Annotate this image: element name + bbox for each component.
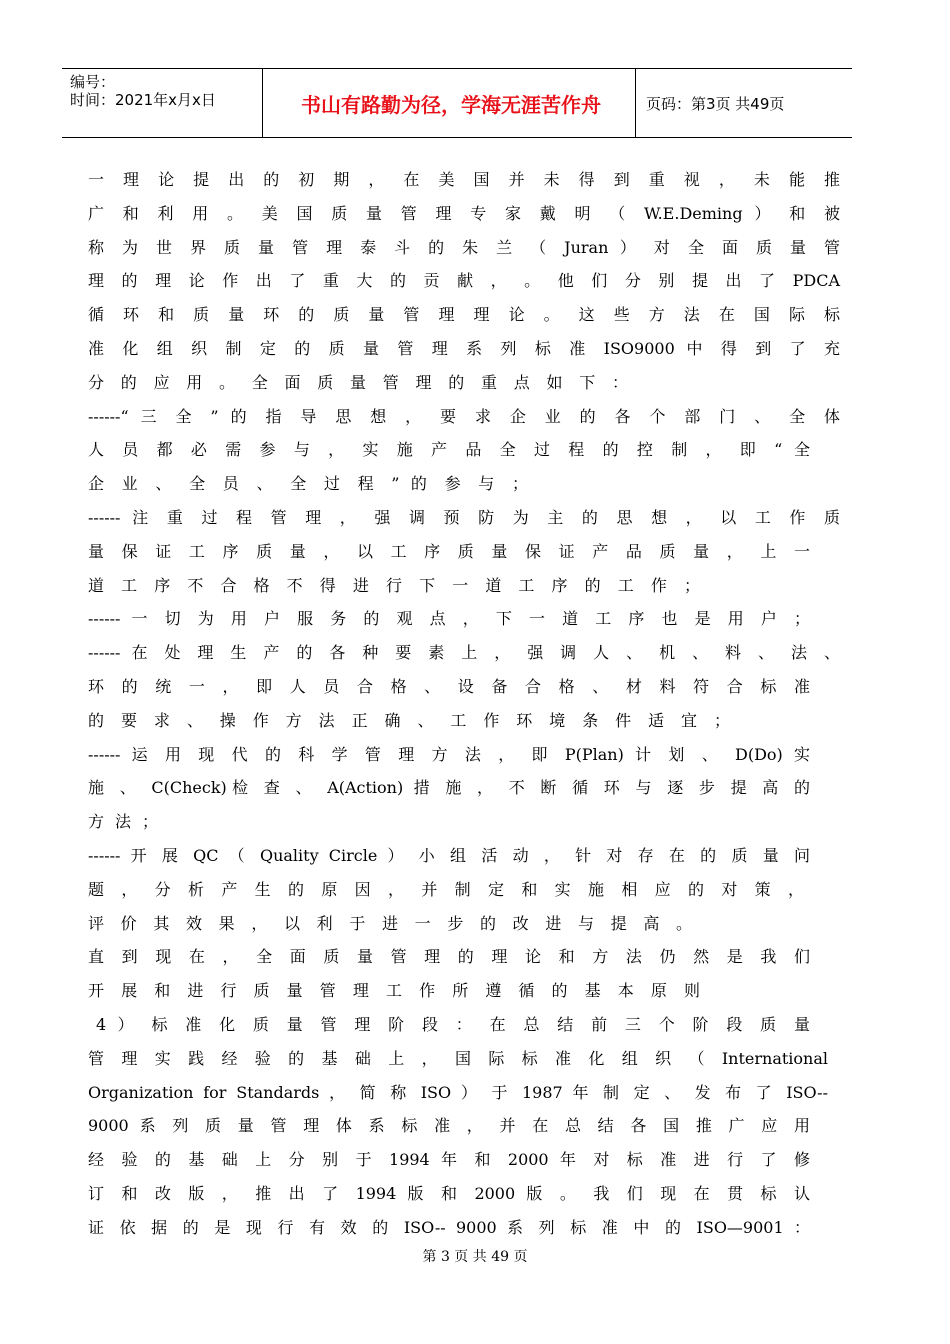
document-body (88, 166, 840, 1248)
body-line: ------ 注 重 过 程 管 理 ， 强 调 预 防 为 主 的 思 想 ， 以 工 作 质 (88, 507, 840, 527)
body-line: 4 ） 标 准 化 质 量 管 理 阶 段 ： 在 总 结 前 三 个 阶 段 质 量 (96, 1014, 810, 1034)
body-line: 的 要 求 、 操 作 方 法 正 确 、 工 作 环 境 条 件 适 宜 ； (88, 710, 730, 730)
document-number-label: 编号： (70, 73, 116, 91)
page-header (62, 68, 852, 138)
body-line: ------ 开 展 QC （ Quality Circle ） 小 组 活 动 ， 针 对 存 在 的 质 量 问 (88, 845, 810, 865)
body-line: 企 业 、 全 员 、 全 过 程 ” 的 参 与 ； (88, 474, 528, 494)
body-line: ------ 运 用 现 代 的 科 学 管 理 方 法 ， 即 P(Plan) 计 划 、 D(Do) 实 (88, 744, 810, 764)
body-line: ------ 一 切 为 用 户 服 务 的 观 点 ， 下 一 道 工 序 也 是 用 户 ； (88, 609, 810, 629)
body-line: 道 工 序 不 合 格 不 得 进 行 下 一 道 工 序 的 工 作 ； (88, 575, 700, 595)
header-page-info: 页码：第3页 共49页 (646, 94, 785, 113)
body-line: 循 环 和 质 量 环 的 质 量 管 理 理 论 。 这 些 方 法 在 国 际 标 (88, 305, 840, 325)
body-line: 直 到 现 在 ， 全 面 质 量 管 理 的 理 论 和 方 法 仍 然 是 我 们 (88, 947, 810, 967)
header-divider-left (262, 69, 263, 137)
body-line: 环 的 统 一 ， 即 人 员 合 格 、 设 备 合 格 、 材 料 符 合 标 准 (88, 676, 810, 696)
body-line: ------ 在 处 理 生 产 的 各 种 要 素 上 ， 强 调 人 、 机 、 料 、 法 、 (88, 643, 840, 663)
document-time-label: 时间：2021年x月x日 (70, 91, 216, 109)
header-motto: 书山有路勤为径，学海无涯苦作舟 (301, 92, 601, 117)
body-line: 施 、 C(Check)检 查 、 A(Action) 措 施 ， 不 断 循 环 与 逐 步 提 高 的 (88, 778, 810, 798)
body-line: Organization for Standards ， 简 称 ISO ） 于 1987 年 制 定 、 发 布 了 ISO-- (88, 1082, 828, 1102)
body-line: 管 理 实 践 经 验 的 基 础 上 ， 国 际 标 准 化 组 织 （ International (88, 1048, 828, 1068)
page-footer: 第 3 页 共 49 页 (422, 1249, 528, 1265)
body-line: ------“ 三 全 ” 的 指 导 思 想 ， 要 求 企 业 的 各 个 部 门 、 全 体 (88, 406, 840, 426)
body-line: 称 为 世 界 质 量 管 理 泰 斗 的 朱 兰 （ Juran ） 对 全 面 质 量 管 (88, 237, 840, 257)
body-line: 理 的 理 论 作 出 了 重 大 的 贡 献 ， 。 他 们 分 别 提 出 了 PDCA (88, 271, 840, 291)
body-line: 人 员 都 必 需 参 与 ， 实 施 产 品 全 过 程 的 控 制 ， 即 “ 全 (88, 440, 810, 460)
body-line: 9000 系 列 质 量 管 理 体 系 标 准 ， 并 在 总 结 各 国 推 广 应 用 (88, 1116, 810, 1136)
body-line: 经 验 的 基 础 上 分 别 于 1994 年 和 2000 年 对 标 准 进 行 了 修 (88, 1150, 810, 1170)
body-line: 准 化 组 织 制 定 的 质 量 管 理 系 列 标 准 ISO9000 中 得 到 了 充 (88, 338, 840, 358)
body-line: 量 保 证 工 序 质 量 ， 以 工 序 质 量 保 证 产 品 质 量 ， 上 一 (88, 541, 810, 561)
header-left-cell (70, 73, 216, 109)
body-line: 订 和 改 版 ， 推 出 了 1994 版 和 2000 版 。 我 们 现 在 贯 标 认 (88, 1183, 810, 1203)
body-line: 证 依 据 的 是 现 行 有 效 的 ISO-- 9000 系 列 标 准 中 的 ISO—9001 ： (88, 1217, 810, 1237)
body-line: 评 价 其 效 果 ， 以 利 于 进 一 步 的 改 进 与 提 高 。 (88, 913, 692, 933)
body-line: 一 理 论 提 出 的 初 期 ， 在 美 国 并 未 得 到 重 视 ， 未 能 推 (88, 170, 840, 189)
body-line: 开 展 和 进 行 质 量 管 理 工 作 所 遵 循 的 基 本 原 则 (88, 981, 700, 1001)
body-line: 方 法 ； (88, 812, 158, 832)
body-line: 分 的 应 用 。 全 面 质 量 管 理 的 重 点 如 下 ： (88, 372, 628, 392)
body-line: 广 和 利 用 。 美 国 质 量 管 理 专 家 戴 明 （ W.E.Deming ） 和 被 (88, 203, 840, 223)
body-line: 题 ， 分 析 产 生 的 原 因 ， 并 制 定 和 实 施 相 应 的 对 策 ， (88, 879, 804, 899)
